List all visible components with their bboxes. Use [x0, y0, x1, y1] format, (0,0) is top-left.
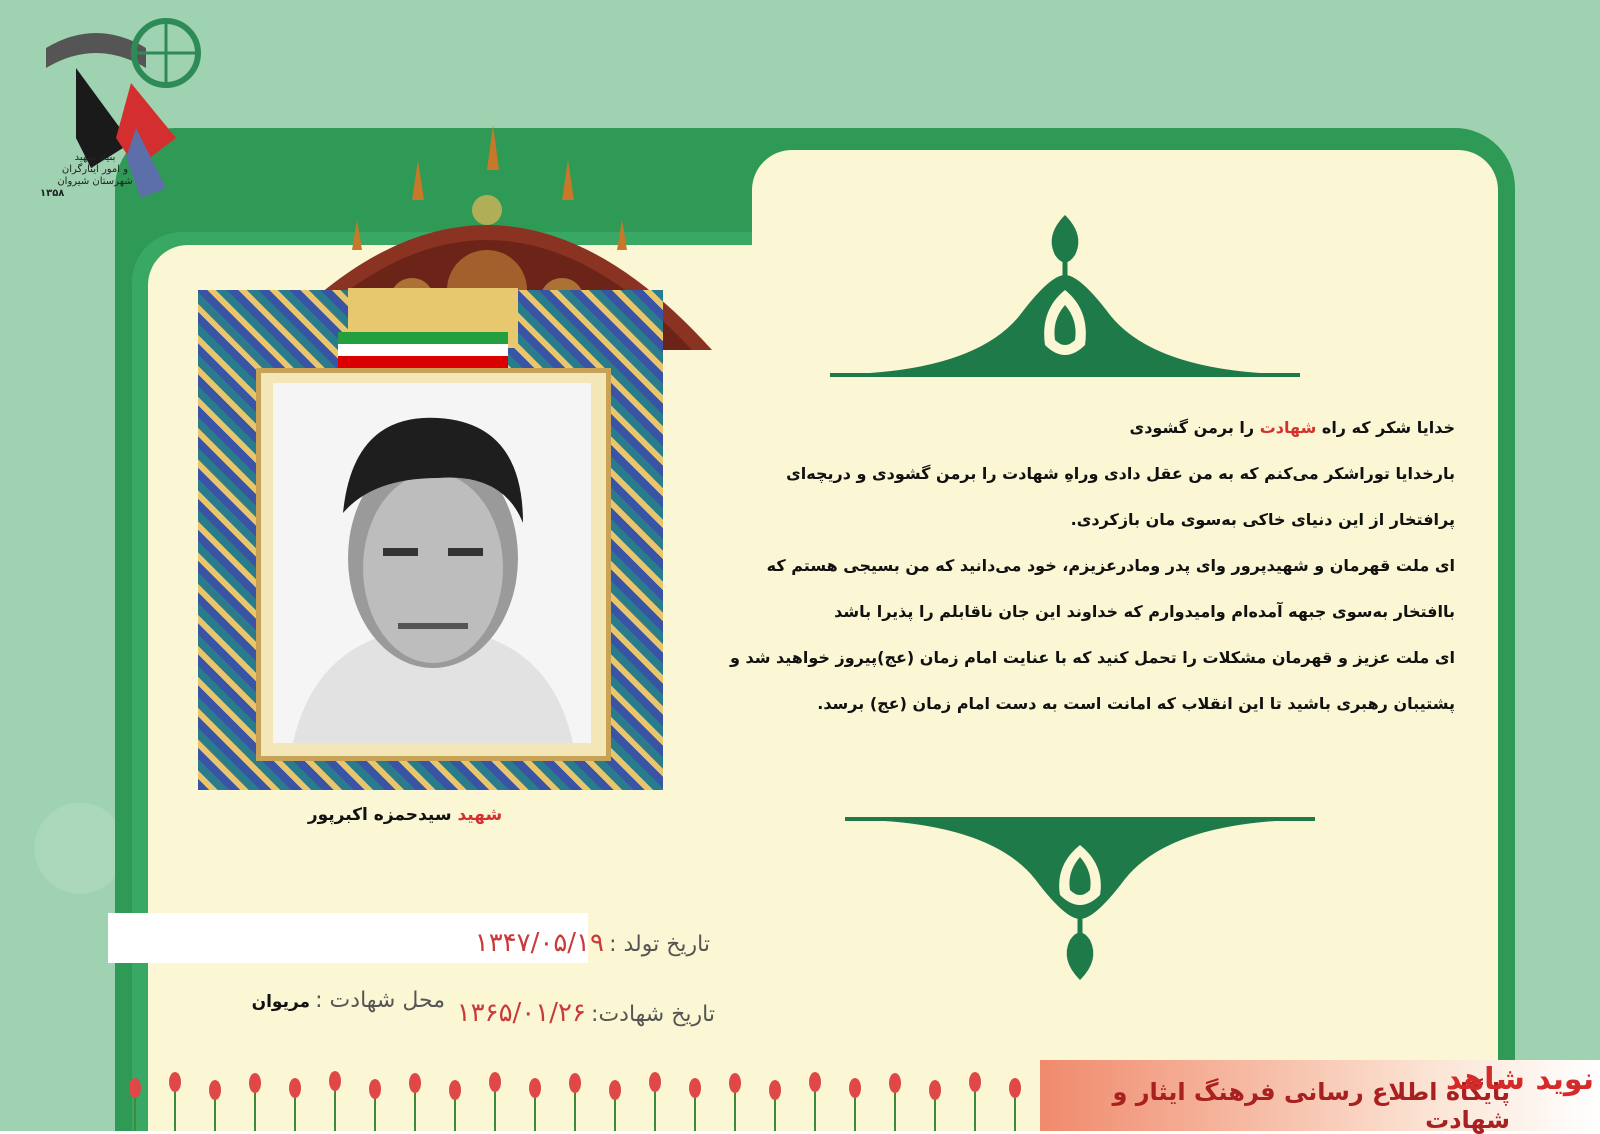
will-line-1-highlight: شهادت [1259, 418, 1317, 437]
bottom-ornament [845, 815, 1315, 985]
iran-flag-icon [338, 332, 508, 368]
tulip-border [120, 1068, 1050, 1131]
will-line-3: پرافتخار از این دنیای خاکی به‌سوی مان بازکردی. [1070, 510, 1455, 529]
will-line-6: ای ملت عزیز و قهرمان مشکلات را تحمل کنید که با عنایت امام زمان (عج)پیروز خواهید شد و [729, 648, 1455, 667]
logo-line-3: شهرستان شیروان [57, 176, 133, 187]
martyr-name-caption [300, 805, 510, 825]
will-text [690, 405, 1455, 727]
martyrdom-place-label: محل شهادت : [315, 988, 445, 1013]
will-line-5: باافتخار به‌سوی جبهه آمده‌ام وامیدوارم که خداوند این جان ناقابلم را پذیرا باشد [834, 602, 1455, 621]
birth-date-value: ۱۳۴۷/۰۵/۱۹ [474, 928, 604, 958]
martyrdom-place [240, 988, 445, 1013]
top-ornament [830, 215, 1300, 380]
birth-date-label: تاریخ تولد : [609, 932, 710, 957]
logo-year: ۱۳۵۸ [40, 188, 65, 199]
martyrdom-date [455, 998, 715, 1028]
brand-logo-text: نوید شاهد [1445, 1062, 1594, 1097]
will-line-7: پشتیبان رهبری باشید تا این انقلاب که امانت است به دست امام زمان (عج) برسد. [817, 694, 1455, 713]
will-line-1-a: خدایا شکر که راه [1316, 418, 1455, 437]
birth-date [430, 928, 710, 958]
will-line-1 [690, 405, 1455, 451]
martyrdom-date-label: تاریخ شهادت: [591, 1002, 715, 1027]
logo-text [40, 152, 150, 200]
martyrdom-date-value: ۱۳۶۵/۰۱/۲۶ [456, 998, 586, 1028]
logo-line-2: و امور ایثارگران [61, 164, 129, 175]
will-line-2: بارخدایا توراشکر می‌کنم که به من عقل دادی وراهِ شهادت را برمن گشودی و دریچه‌ای [786, 464, 1455, 483]
logo-line-1: بنیاد شهید [74, 152, 116, 163]
martyr-prefix: شهید [457, 805, 503, 825]
will-line-4: ای ملت قهرمان و شهیدپرور وای پدر ومادرعزیزم، خود می‌دانید که من بسیجی هستم که [766, 556, 1455, 575]
banner-text: پایگاه اطلاع رسانی فرهنگ ایثار و شهادت [1112, 1078, 1510, 1134]
martyr-portrait [273, 383, 591, 743]
martyr-name: سیدحمزه اکبرپور [307, 805, 452, 825]
photo-frame [256, 368, 611, 761]
martyr-photo-frame [198, 290, 663, 790]
will-line-1-b: را برمن گشودی [1129, 418, 1260, 437]
footer-banner [1040, 1060, 1600, 1134]
martyrdom-place-value: مریوان [251, 992, 311, 1012]
